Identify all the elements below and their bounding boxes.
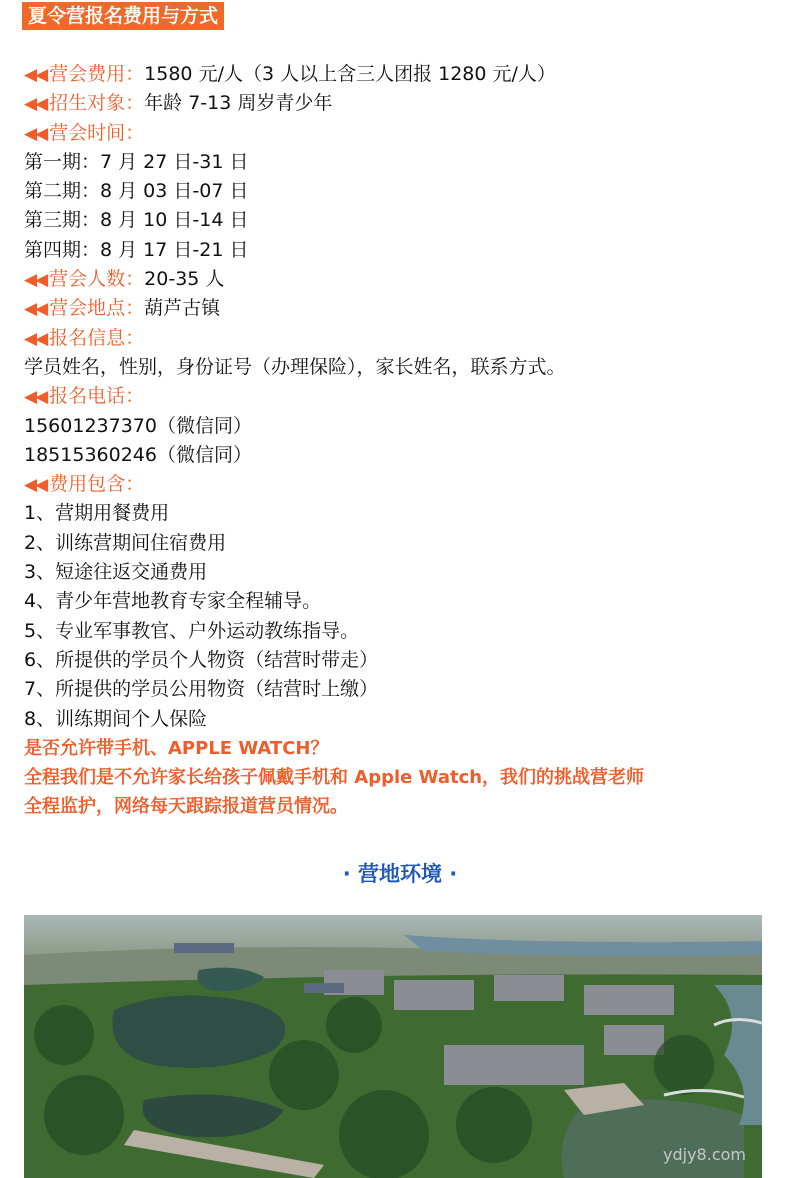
fee-row	[24, 60, 800, 89]
arrow-icon: ◀◀	[24, 387, 47, 408]
count-row	[24, 265, 800, 294]
arrow-icon: ◀◀	[24, 475, 47, 496]
info-value: 学员姓名，性别，身份证号（办理保险），家长姓名，联系方式。	[24, 355, 566, 378]
phone-policy-question: 是否允许带手机、APPLE WATCH？	[24, 737, 329, 759]
arrow-icon: ◀◀	[24, 94, 47, 115]
arrow-icon: ◀◀	[24, 270, 47, 291]
includes-item: 7、所提供的学员公用物资（结营时上缴）	[24, 678, 379, 701]
phone-number: 18515360246（微信同）	[24, 443, 252, 466]
includes-item: 6、所提供的学员个人物资（结营时带走）	[24, 648, 379, 671]
arrow-icon: ◀◀	[24, 65, 47, 85]
location-row	[24, 294, 800, 323]
includes-item: 2、训练营期间住宿费用	[24, 531, 227, 554]
phone-policy-answer-line1: 全程我们是不允许家长给孩子佩戴手机和 Apple Watch，我们的挑战营老师	[24, 767, 645, 789]
session-item: 第二期：8 月 03 日-07 日	[24, 180, 249, 203]
info-label: 报名信息：	[49, 326, 145, 349]
location-value: 葫芦古镇	[144, 297, 221, 320]
includes-item: 1、营期用餐费用	[24, 502, 170, 525]
count-value: 20-35 人	[144, 268, 225, 291]
arrow-icon: ◀◀	[24, 123, 47, 144]
target-value: 年龄 7-13 周岁青少年	[144, 92, 333, 115]
target-label: 招生对象：	[49, 92, 145, 115]
camp-environment-title: · 营地环境 ·	[342, 862, 458, 886]
arrow-icon: ◀◀	[24, 299, 47, 320]
page-header: 夏令营报名费用与方式	[22, 2, 224, 30]
count-label: 营会人数：	[49, 268, 145, 291]
session-item: 第三期：8 月 10 日-14 日	[24, 209, 249, 232]
target-row	[24, 89, 800, 118]
includes-label: 费用包含：	[49, 473, 145, 496]
phone-label: 报名电话：	[49, 385, 145, 408]
site-watermark: ydjy8.com	[663, 1145, 746, 1164]
camp-aerial-photo	[24, 915, 762, 1178]
includes-item: 5、专业军事教官、户外运动教练指导。	[24, 619, 360, 642]
registration-info	[24, 60, 800, 822]
info-row	[24, 324, 800, 353]
time-row	[24, 119, 800, 148]
session-item: 第一期：7 月 27 日-31 日	[24, 150, 249, 173]
fee-label: 营会费用：	[49, 63, 145, 85]
phone-row	[24, 382, 800, 411]
location-label: 营会地点：	[49, 297, 145, 320]
aerial-landscape-illustration	[24, 915, 762, 1178]
session-item: 第四期：8 月 17 日-21 日	[24, 238, 249, 261]
arrow-icon: ◀◀	[24, 328, 47, 349]
fee-value: 1580 元/人（3 人以上含三人团报 1280 元/人）	[144, 63, 556, 85]
phone-policy-answer-line2: 全程监护，网络每天跟踪报道营员情况。	[24, 796, 348, 818]
includes-item: 8、训练期间个人保险	[24, 707, 208, 730]
time-label: 营会时间：	[49, 121, 145, 144]
phone-number: 15601237370（微信同）	[24, 414, 252, 437]
includes-item: 4、青少年营地教育专家全程辅导。	[24, 590, 322, 613]
includes-row	[24, 470, 800, 499]
includes-item: 3、短途往返交通费用	[24, 561, 208, 584]
